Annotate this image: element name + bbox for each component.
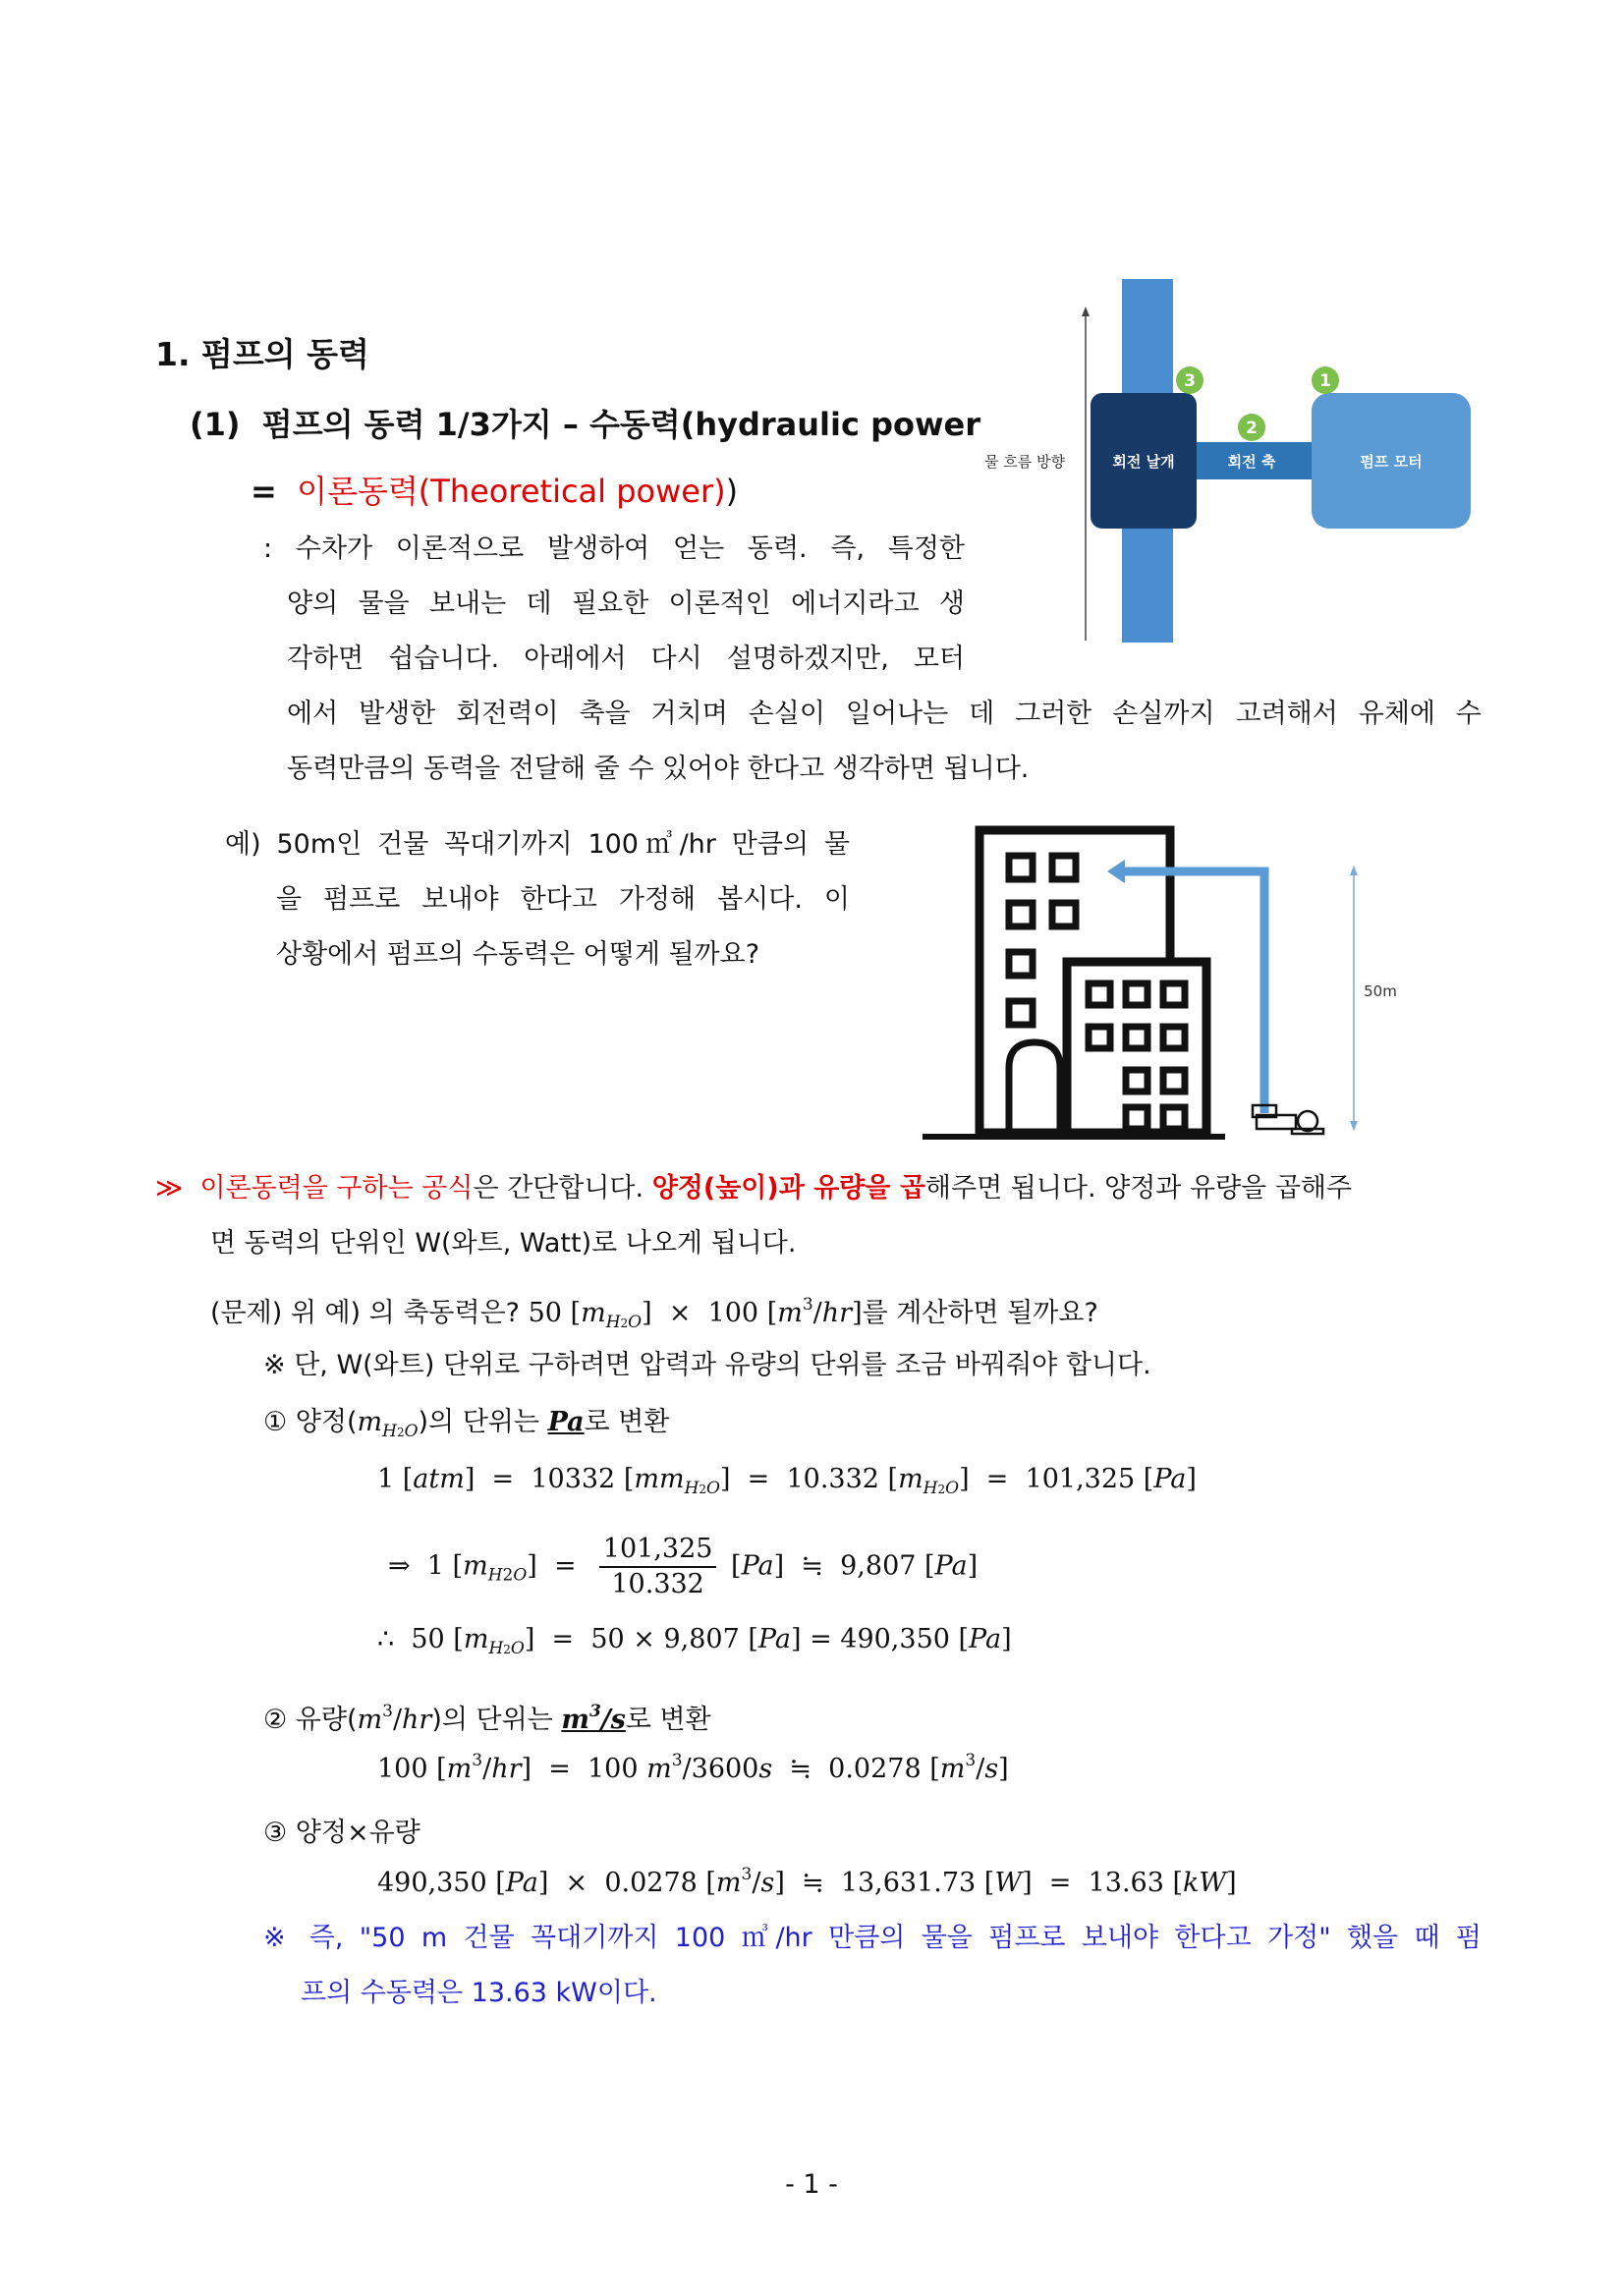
subsection-title-line2: = 이론동력(Theoretical power)) xyxy=(251,473,739,510)
section-heading: 1. 펌프의 동력 xyxy=(155,335,369,373)
bullet-mark: ≫ xyxy=(155,1173,184,1204)
eq-head-in-pa: ∴ 50 $[m_{H2O}] = 50 \times 9,807$ [Pa] = 490,350 [Pa] xyxy=(377,1624,1012,1658)
motor-label: 펌프 모터 xyxy=(1360,453,1423,471)
example-line-1: 예) 50m인 건물 꼭대기까지 100㎥/hr 만큼의 물 xyxy=(225,829,850,860)
subsection-title-text: 펌프의 동력 1/3가지 – 수동력(hydraulic power xyxy=(261,406,981,443)
question-line: (문제) 위 예) 의 축동력은? 50 $[m_{H2O}] \times 100$ $[m^3/hr]$를 계산하면 될까요? xyxy=(210,1295,1098,1332)
example-line-2: 을 펌프로 보내야 한다고 가정해 봅시다. 이 xyxy=(276,884,850,915)
building-door xyxy=(1009,1042,1060,1133)
flow-label: 물 흐름 방향 xyxy=(984,453,1065,471)
subsection-number: (1) xyxy=(190,406,241,443)
step-1-title: ① 양정$(m_{H2O})$의 단위는 Pa로 변환 xyxy=(263,1407,670,1441)
building-diagram xyxy=(919,820,1429,1145)
formula-intro-line-2: 면 동력의 단위인 W(와트, Watt)로 나오게 됩니다. xyxy=(210,1228,797,1259)
desc-line-5: 동력만큼의 동력을 전달해 줄 수 있어야 한다고 생각하면 됩니다. xyxy=(287,754,1030,784)
conclusion-line-2: 프의 수동력은 13.63 kW이다. xyxy=(301,1978,657,2008)
height-label: 50m xyxy=(1364,982,1397,1000)
svg-text:1: 1 xyxy=(1319,371,1331,391)
svg-text:3: 3 xyxy=(1184,371,1196,391)
impeller-label: 회전 날개 xyxy=(1112,453,1175,471)
formula-red-phrase: 이론동력을 구하는 공식 xyxy=(199,1173,474,1204)
page-number: - 1 - xyxy=(785,2169,838,2200)
unit-note: ※ 단, W(와트) 단위로 구하려면 압력과 유량의 단위를 조금 바꿔줘야 합니다. xyxy=(263,1350,1151,1380)
formula-intro-line-1: ≫ 이론동력을 구하는 공식은 간단합니다. 양정(높이)과 유량을 곱해주면 됩니다. 양정과 유량을 곱해주 xyxy=(155,1173,1353,1204)
pa-unit: Pa xyxy=(547,1407,585,1437)
m3s-unit: $m^3/s$ xyxy=(561,1702,626,1735)
step-3-title: ③ 양정×유량 xyxy=(263,1818,420,1848)
step-2-title: ② 유량$(m^3/hr)$의 단위는 $m^3/s$로 변환 xyxy=(263,1702,711,1735)
desc-line-2: 양의 물을 보내는 데 필요한 이론적인 에너지라고 생 xyxy=(287,588,965,619)
eq-mh2o-to-pa: ⇒ 1 $[m_{H2O}]$ = $\frac{101,325}{10.332}$ [Pa] ≒ 9,807 [Pa] xyxy=(388,1534,979,1599)
pump-diagram xyxy=(978,275,1488,648)
formula-key-phrase: 양정(높이)과 유량을 곱 xyxy=(651,1173,925,1204)
question-expression: 50 $[m_{H2O}] \times 100$ $[m^3/hr]$ xyxy=(528,1295,863,1332)
eq-power-result: 490,350 [Pa] × 0.0278 $[m^3/s]$ ≒ 13,631.73 [W] = 13.63 [kW] xyxy=(377,1865,1237,1898)
example-line-3: 상황에서 펌프의 수동력은 어떻게 될까요? xyxy=(276,939,760,970)
conclusion-line-1: ※ 즉, "50 m 건물 꼭대기까지 100 ㎥/hr 만큼의 물을 펌프로 보내야 한다고 가정" 했을 때 펌 xyxy=(263,1923,1482,1953)
supply-arrow-head xyxy=(1107,860,1125,883)
svg-text:2: 2 xyxy=(1246,419,1258,438)
theoretical-power-term: 이론동력(Theoretical power) xyxy=(297,473,726,510)
desc-line-4: 에서 발생한 회전력이 축을 거치며 손실이 일어나는 데 그러한 손실까지 고려해서 유체에 수 xyxy=(287,699,1482,729)
eq-atm-conversion: 1 [atm] = 10332 $[mm_{H2O}] = 10.332$ $[m_{H2O}] = 101,325$ [Pa] xyxy=(377,1464,1197,1498)
flow-arrow-head xyxy=(1082,307,1090,316)
subsection-title xyxy=(190,400,980,445)
shaft-label: 회전 축 xyxy=(1227,453,1276,471)
eq-flow-conversion: 100 $[m^3/hr] = 100$ $m^3/3600s$ ≒ 0.0278 $[m^3/s]$ xyxy=(377,1751,1009,1784)
desc-line-1: : 수차가 이론적으로 발생하여 얻는 동력. 즉, 특정한 xyxy=(263,533,965,564)
desc-line-3: 각하면 쉽습니다. 아래에서 다시 설명하겠지만, 모터 xyxy=(287,644,965,674)
